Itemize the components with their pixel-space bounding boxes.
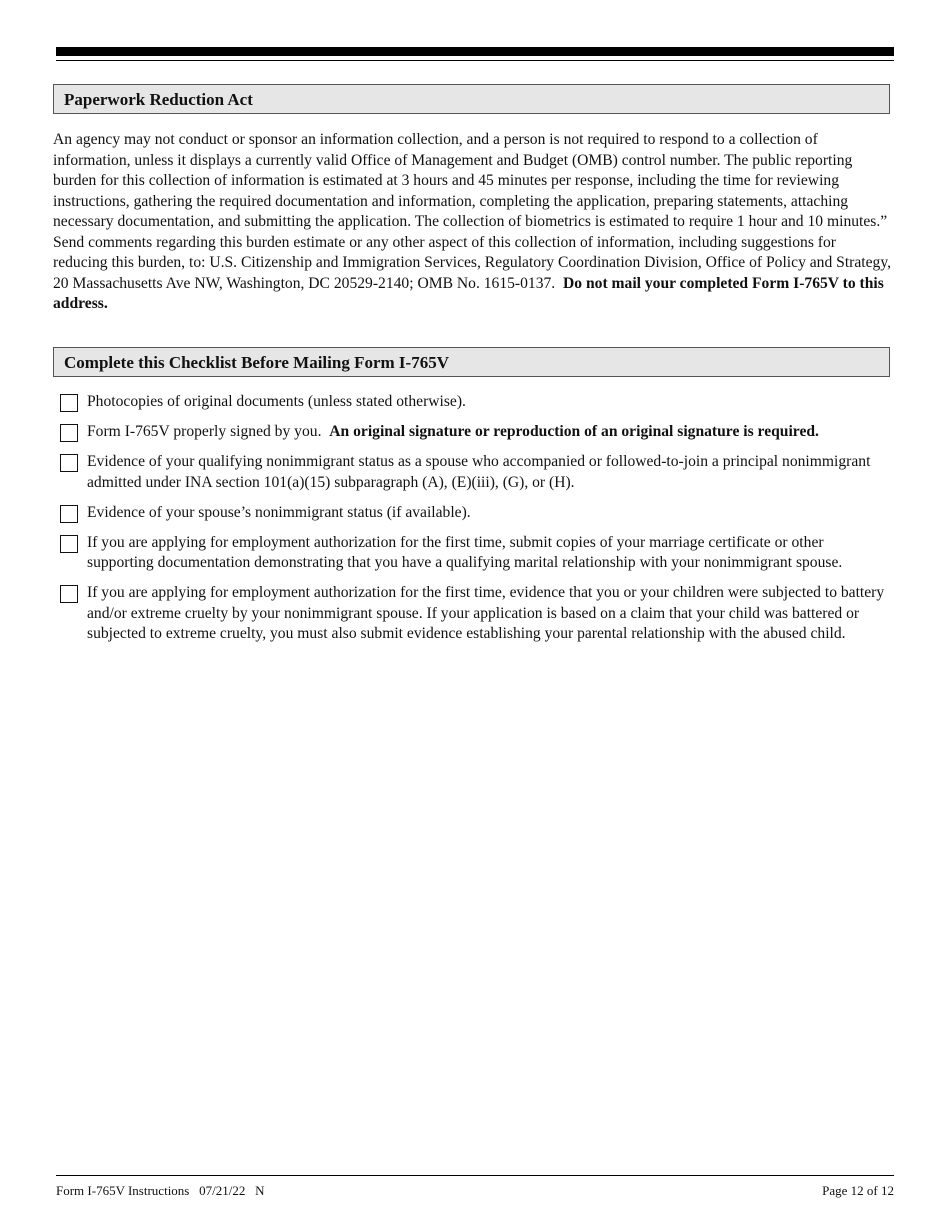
- checklist-item-text: Evidence of your qualifying nonimmigrant status as a spouse who accompanied or followed-to-join a principal nonimmigrant admitted under INA section 101(a)(15) subparagraph (A), (E)(iii), (G), or (H).: [87, 453, 871, 491]
- top-thick-rule: [56, 47, 894, 56]
- checklist-item-text: If you are applying for employment authorization for the first time, evidence that you or your children were subjected to battery and/or extreme cruelty by your nonimmigrant spouse. If your application is based on a claim that your child was battered or subjected to extreme cruelty, you must also submit evidence establishing your parental relationship with the abused child.: [87, 584, 885, 642]
- checklist-item-text: If you are applying for employment authorization for the first time, submit copies of your marriage certificate or other supporting documentation demonstrating that you have a qualifying marital relationship with your nonimmigrant spouse.: [87, 533, 843, 571]
- paperwork-reduction-act-heading: Paperwork Reduction Act: [53, 84, 890, 114]
- checklist-checkbox[interactable]: [60, 585, 78, 603]
- checklist-item-text: Form I-765V properly signed by you.: [87, 423, 322, 440]
- top-thin-rule: [56, 60, 894, 61]
- footer-page-number: Page 12 of 12: [822, 1183, 894, 1198]
- checklist-item: [60, 533, 894, 574]
- checklist-item: [60, 422, 894, 443]
- paperwork-body-bold-notice: Do not mail your completed Form I-765V to this address.: [53, 274, 884, 312]
- footer-rule: [56, 1175, 894, 1176]
- checklist-item: [60, 452, 894, 493]
- checklist-item-bold-text: An original signature or reproduction of an original signature is required.: [329, 423, 819, 440]
- checklist-checkbox[interactable]: [60, 454, 78, 472]
- checklist-item: [60, 503, 894, 524]
- checklist-item-text: Evidence of your spouse’s nonimmigrant status (if available).: [87, 503, 471, 521]
- checklist-checkbox[interactable]: [60, 535, 78, 553]
- footer-form-info: Form I-765V Instructions 07/21/22 N: [56, 1183, 265, 1198]
- checklist-checkbox[interactable]: [60, 424, 78, 442]
- checklist: [60, 392, 894, 654]
- checklist-item: [60, 583, 894, 645]
- checklist-checkbox[interactable]: [60, 505, 78, 523]
- checklist-item-text: Photocopies of original documents (unless stated otherwise).: [87, 393, 466, 410]
- checklist-heading: Complete this Checklist Before Mailing Form I-765V: [53, 347, 890, 377]
- paperwork-reduction-act-body: [53, 130, 893, 315]
- checklist-checkbox[interactable]: [60, 394, 78, 412]
- paperwork-body-text: An agency may not conduct or sponsor an information collection, and a person is not required to respond to a collection of information, unless it displays a currently valid Office of Management and Budget (OMB) control number. The public reporting burden for this collection of information is estimated at 3 hours and 45 minutes per response, including the time for reviewing instructions, gathering the required documentation and information, completing the application, preparing statements, attaching necessary documentation, and submitting the application. The collection of biometrics is estimated to require 1 hour and 10 minutes.” Send comments regarding this burden estimate or any other aspect of this collection of information, including suggestions for reducing this burden, to: U.S. Citizenship and Immigration Services, Regulatory Coordination Division, Office of Policy and Strategy, 20 Massachusetts Ave NW, Washington, DC 20529-2140; OMB No. 1615-0137.: [53, 131, 892, 292]
- checklist-item: [60, 392, 894, 413]
